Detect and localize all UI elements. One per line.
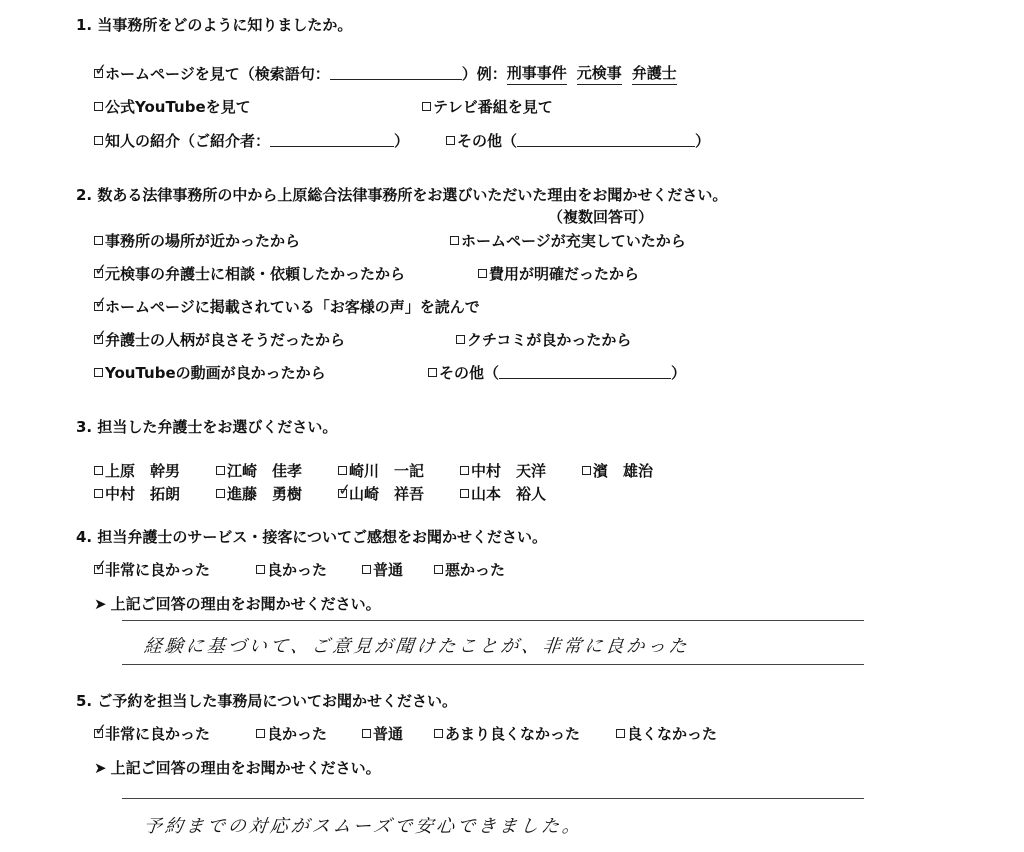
option-label: 事務所の場所が近かったから: [105, 232, 301, 250]
checkbox-checked[interactable]: [93, 292, 109, 313]
q2-option-location[interactable]: [94, 230, 300, 251]
checkbox[interactable]: [94, 466, 103, 475]
option-label: 非常に良かった: [105, 561, 211, 579]
prompt-label: 上記ご回答の理由をお聞かせください。: [110, 595, 381, 613]
lawyer-option[interactable]: [460, 483, 546, 504]
checkbox[interactable]: [446, 136, 455, 145]
option-label: 元検事の弁護士に相談・依頼したかったから: [105, 265, 406, 283]
option-label: その他（: [439, 364, 500, 382]
option-label: 公式YouTubeを見て: [105, 98, 251, 116]
lawyer-name: 上原 幹男: [105, 462, 181, 480]
q4-reason-prompt: [94, 593, 381, 614]
checkbox-checked[interactable]: [93, 325, 109, 346]
checkbox[interactable]: [256, 565, 265, 574]
q5-title: 5. ご予約を担当した事務局についてお聞かせください。: [76, 692, 458, 710]
search-term-blank: [330, 67, 462, 80]
checkbox[interactable]: [428, 368, 437, 377]
q4-option-very-good[interactable]: [93, 555, 211, 580]
q1-option-tv[interactable]: [422, 96, 553, 117]
paren-close: ）: [671, 364, 687, 382]
example-term: 弁護士: [632, 62, 677, 85]
option-label: あまり良くなかった: [445, 725, 581, 743]
option-label: YouTubeの動画が良かったから: [105, 364, 326, 382]
checkmark-icon: ✓: [337, 479, 353, 500]
option-label: 良かった: [267, 725, 328, 743]
arrow-icon: ➤: [94, 758, 107, 777]
q1-option-other[interactable]: [446, 130, 710, 151]
checkbox[interactable]: [256, 729, 265, 738]
lawyer-option[interactable]: [582, 460, 653, 481]
checkmark-icon: ✓: [93, 719, 109, 740]
q2-option-personality[interactable]: [93, 325, 346, 350]
q5-option-normal[interactable]: [362, 723, 403, 744]
q1-option-homepage[interactable]: [93, 59, 677, 85]
arrow-icon: ➤: [94, 594, 107, 613]
checkbox[interactable]: [450, 236, 459, 245]
option-label: 弁護士の人柄が良さそうだったから: [105, 331, 346, 349]
q2-option-voices[interactable]: [93, 292, 480, 317]
option-label: 悪かった: [445, 561, 506, 579]
option-label: クチコミが良かったから: [467, 331, 632, 349]
checkbox-checked[interactable]: [93, 555, 109, 576]
q2-option-reviews[interactable]: [456, 329, 631, 350]
q5-option-very-good[interactable]: [93, 719, 211, 744]
checkbox[interactable]: [94, 489, 103, 498]
answer-top-line: [122, 620, 864, 621]
option-label: ホームページに掲載されている「お客様の声」を読んで: [105, 298, 480, 316]
option-label: ホームページを見て（検索語句：: [105, 65, 330, 83]
q4-title: 4. 担当弁護士のサービス・接客についてご感想をお聞かせください。: [76, 528, 548, 546]
checkmark-icon: ✓: [93, 325, 109, 346]
q4-option-bad[interactable]: [434, 559, 505, 580]
lawyer-name: 進藤 勇樹: [227, 485, 303, 503]
q1-title: 1. 当事務所をどのように知りましたか。: [76, 16, 353, 34]
checkbox[interactable]: [422, 102, 431, 111]
checkbox[interactable]: [94, 136, 103, 145]
checkbox[interactable]: [216, 466, 225, 475]
checkmark-icon: ✓: [93, 259, 109, 280]
checkbox[interactable]: [362, 565, 371, 574]
checkbox-checked[interactable]: [93, 259, 109, 280]
option-label: 良かった: [267, 561, 328, 579]
lawyer-name: 江崎 佳孝: [227, 462, 303, 480]
lawyer-name: 中村 天洋: [471, 462, 547, 480]
option-label: 普通: [373, 561, 404, 579]
checkbox[interactable]: [616, 729, 625, 738]
lawyer-name: 山崎 祥吾: [349, 485, 425, 503]
lawyer-option[interactable]: [460, 460, 546, 481]
checkbox[interactable]: [456, 335, 465, 344]
q2-title: 2. 数ある法律事務所の中から上原総合法律事務所をお選びいただいた理由をお聞かせください。: [76, 186, 728, 204]
checkbox[interactable]: [460, 466, 469, 475]
checkmark-icon: ✓: [93, 292, 109, 313]
checkbox[interactable]: [94, 102, 103, 111]
option-label: 良くなかった: [627, 725, 718, 743]
q2-option-fees[interactable]: [478, 263, 639, 284]
lawyer-name: 山本 裕人: [471, 485, 547, 503]
checkbox[interactable]: [434, 565, 443, 574]
q2-option-homepage[interactable]: [450, 230, 686, 251]
lawyer-option[interactable]: [94, 460, 180, 481]
q2-option-former-prosecutor[interactable]: [93, 259, 406, 284]
referrer-blank: [270, 134, 394, 147]
lawyer-name: 崎川 一記: [349, 462, 425, 480]
q5-reason-prompt: [94, 757, 381, 778]
answer-top-line: [122, 798, 864, 799]
checkmark-icon: ✓: [93, 555, 109, 576]
q5-option-not-so-good[interactable]: [434, 723, 580, 744]
other-blank: [499, 366, 671, 379]
checkmark-icon: ✓: [93, 59, 109, 80]
lawyer-option[interactable]: [216, 483, 302, 504]
q2-note: （複数回答可）: [548, 208, 654, 226]
q1-option-referral[interactable]: [94, 130, 409, 151]
checkbox[interactable]: [94, 368, 103, 377]
checkbox[interactable]: [216, 489, 225, 498]
option-label: ホームページが充実していたから: [461, 232, 686, 250]
q4-option-normal[interactable]: [362, 559, 403, 580]
paren-close: ）: [695, 132, 711, 150]
q5-handwritten-answer[interactable]: 予約までの対応がスムーズで安心できました。: [142, 816, 585, 837]
example-term: 刑事事件: [507, 62, 567, 85]
other-blank: [517, 134, 695, 147]
option-label: その他（: [457, 132, 518, 150]
lawyer-option[interactable]: [338, 460, 424, 481]
q1-option-youtube[interactable]: [94, 96, 251, 117]
q4-handwritten-answer[interactable]: 経験に基づいて、ご意見が聞けたことが、非常に良かった: [142, 636, 691, 657]
checkbox-checked[interactable]: [337, 479, 353, 500]
option-label: 普通: [373, 725, 404, 743]
checkbox[interactable]: [582, 466, 591, 475]
option-label: テレビ番組を見て: [433, 98, 553, 116]
q2-option-youtube[interactable]: [94, 362, 326, 383]
q2-option-other[interactable]: [428, 362, 686, 383]
lawyer-option-selected[interactable]: [337, 479, 425, 504]
lawyer-option[interactable]: [94, 483, 180, 504]
checkbox[interactable]: [94, 236, 103, 245]
checkbox[interactable]: [460, 489, 469, 498]
option-label: 知人の紹介（ご紹介者：: [105, 132, 271, 150]
checkbox[interactable]: [338, 466, 347, 475]
paren-close: ）: [394, 132, 410, 150]
checkbox-checked[interactable]: [93, 59, 109, 80]
q4-option-good[interactable]: [256, 559, 327, 580]
checkbox[interactable]: [362, 729, 371, 738]
checkbox-checked[interactable]: [93, 719, 109, 740]
option-label: 非常に良かった: [105, 725, 211, 743]
option-label: 費用が明確だったから: [489, 265, 640, 283]
lawyer-name: 濱 雄治: [593, 462, 654, 480]
q3-title: 3. 担当した弁護士をお選びください。: [76, 418, 338, 436]
q5-option-bad[interactable]: [616, 723, 717, 744]
checkbox[interactable]: [434, 729, 443, 738]
q5-option-good[interactable]: [256, 723, 327, 744]
example-label: ）例：: [461, 65, 507, 83]
lawyer-name: 中村 拓朗: [105, 485, 181, 503]
prompt-label: 上記ご回答の理由をお聞かせください。: [110, 759, 381, 777]
lawyer-option[interactable]: [216, 460, 302, 481]
checkbox[interactable]: [478, 269, 487, 278]
example-term: 元検事: [577, 62, 622, 85]
answer-bottom-line: [122, 664, 864, 665]
